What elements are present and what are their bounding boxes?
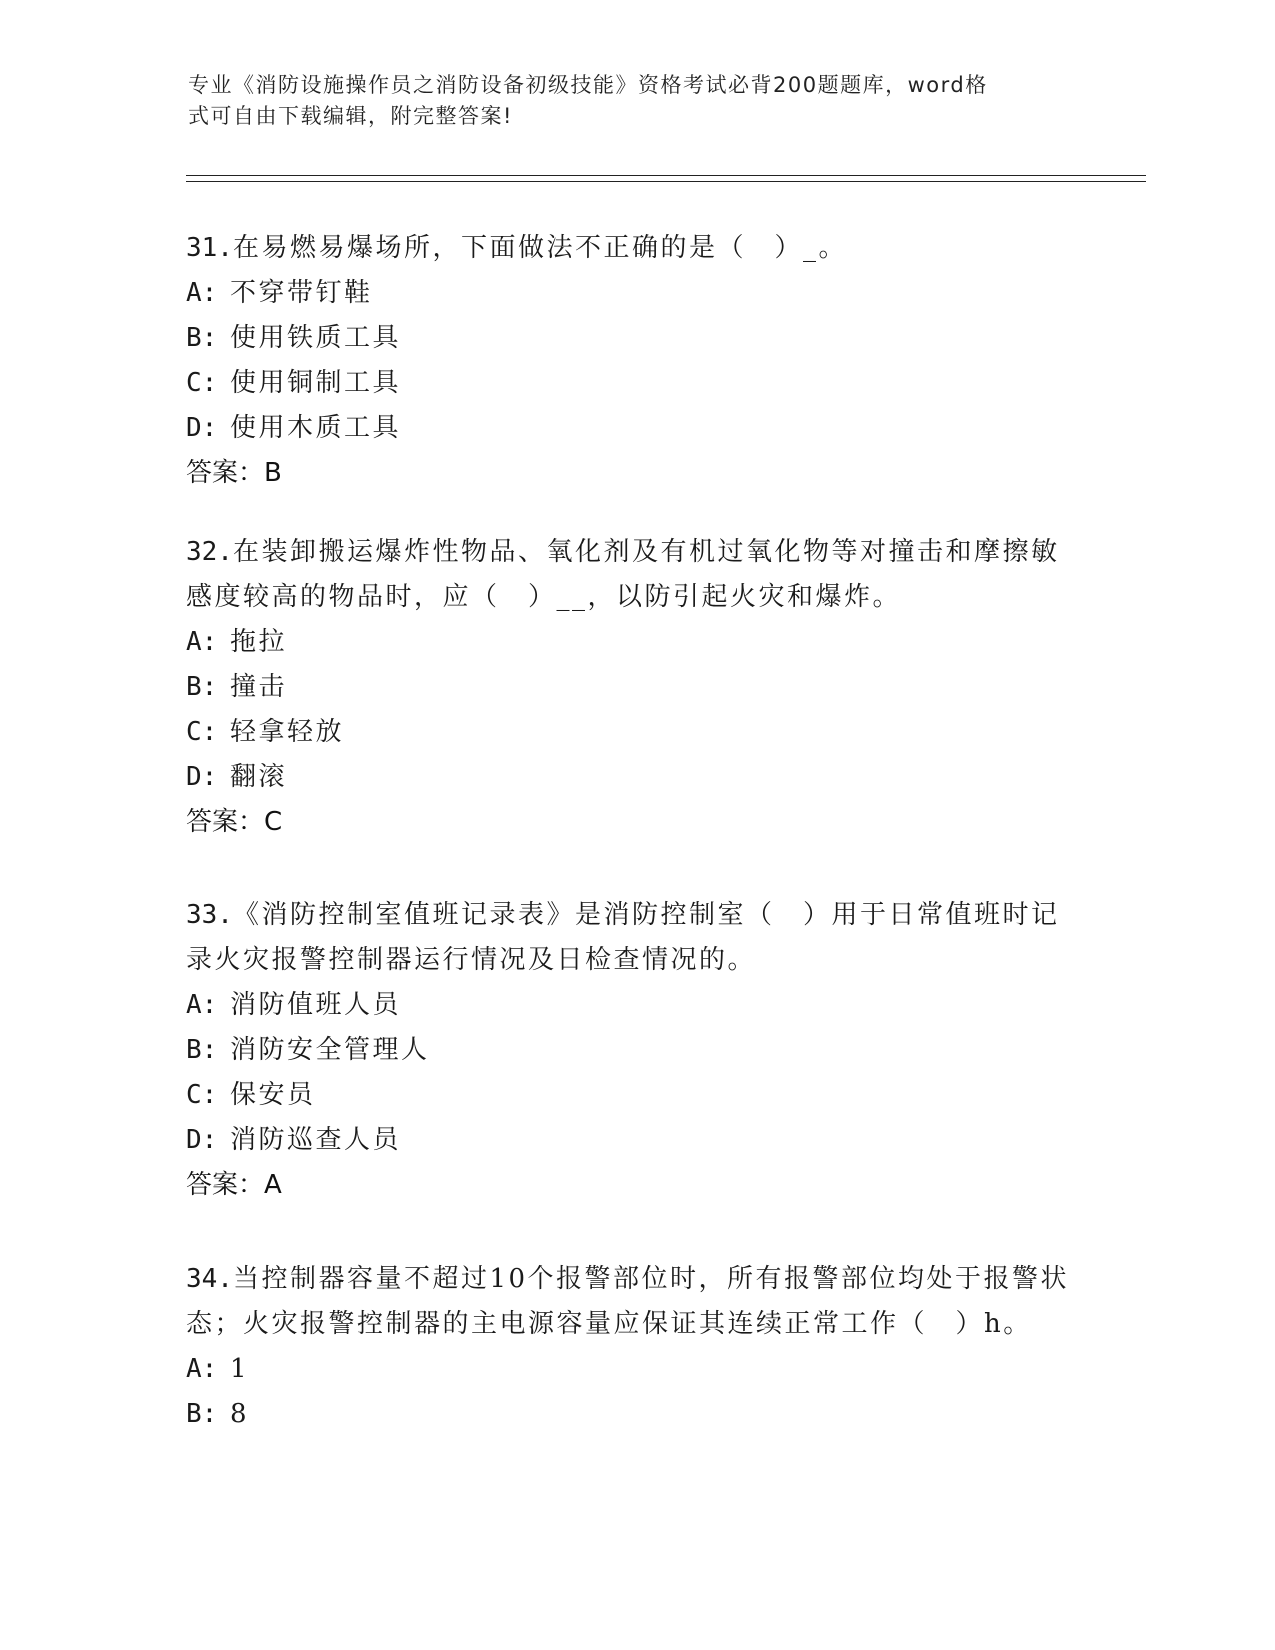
option-text: 使用铁质工具: [230, 323, 402, 353]
option-letter: B:: [186, 1399, 218, 1429]
answer-label: 答案：: [186, 807, 265, 837]
option-letter: C:: [186, 368, 218, 398]
option-c: [186, 1073, 1086, 1118]
question-31: [186, 226, 1086, 496]
question-34: [186, 1257, 1086, 1437]
option-text: 消防值班人员: [230, 990, 402, 1020]
question-text: [186, 530, 1086, 620]
question-33: [186, 893, 1086, 1208]
option-a: [186, 1347, 1086, 1392]
option-letter: A:: [186, 627, 218, 657]
header-divider-bottom: [186, 181, 1146, 182]
question-32: [186, 530, 1086, 845]
option-d: [186, 755, 1086, 800]
option-text: 消防巡查人员: [230, 1125, 402, 1155]
option-letter: A:: [186, 278, 218, 308]
option-text: 拖拉: [230, 627, 288, 657]
option-text: 撞击: [230, 672, 288, 702]
option-text: 保安员: [230, 1080, 316, 1110]
option-text: 不穿带钉鞋: [230, 278, 373, 308]
header-line-2: 式可自由下载编辑，附完整答案!: [188, 104, 513, 128]
question-text: [186, 893, 1086, 983]
answer-label: 答案：: [186, 1170, 265, 1200]
option-text: 使用铜制工具: [230, 368, 402, 398]
question-stem: 当控制器容量不超过10个报警部位时，所有报警部位均处于报警状态；火灾报警控制器的主电源容量应保证其连续正常工作（ ）h。: [186, 1264, 1070, 1339]
answer-value: B: [264, 458, 282, 488]
option-b: [186, 1028, 1086, 1073]
header-line-1: 专业《消防设施操作员之消防设备初级技能》资格考试必背200题题库，word格: [188, 73, 988, 97]
question-text: [186, 1257, 1086, 1347]
option-b: [186, 316, 1086, 361]
option-letter: B:: [186, 672, 218, 702]
option-letter: D:: [186, 413, 218, 443]
answer-value: C: [264, 807, 283, 837]
question-number: 33.: [186, 900, 233, 930]
question-number: 31.: [186, 233, 233, 263]
option-a: [186, 983, 1086, 1028]
question-text: [186, 226, 1086, 271]
option-c: [186, 710, 1086, 755]
option-c: [186, 361, 1086, 406]
option-b: [186, 665, 1086, 710]
header-divider-top: [186, 175, 1146, 176]
option-d: [186, 1118, 1086, 1163]
option-text: 轻拿轻放: [230, 717, 345, 747]
answer-value: A: [264, 1170, 282, 1200]
option-b: [186, 1392, 1086, 1437]
document-header: [188, 70, 1088, 132]
option-letter: C:: [186, 1080, 218, 1110]
answer-label: 答案：: [186, 458, 265, 488]
question-number: 34.: [186, 1264, 233, 1294]
question-stem: 《消防控制室值班记录表》是消防控制室（ ）用于日常值班时记录火灾报警控制器运行情况及日检查情况的。: [186, 900, 1060, 975]
option-letter: B:: [186, 323, 218, 353]
answer-line: [186, 451, 1086, 496]
option-text: 消防安全管理人: [230, 1035, 430, 1065]
question-stem: 在易燃易爆场所，下面做法不正确的是（ ）_。: [232, 233, 847, 263]
option-letter: A:: [186, 990, 218, 1020]
option-letter: D:: [186, 1125, 218, 1155]
option-a: [186, 620, 1086, 665]
question-number: 32.: [186, 537, 233, 567]
option-letter: B:: [186, 1035, 218, 1065]
option-letter: A:: [186, 1354, 218, 1384]
option-text: 1: [230, 1354, 250, 1384]
option-a: [186, 271, 1086, 316]
option-d: [186, 406, 1086, 451]
question-stem: 在装卸搬运爆炸性物品、氧化剂及有机过氧化物等对撞击和摩擦敏感度较高的物品时，应（ ）__，以防引起火灾和爆炸。: [186, 537, 1060, 612]
option-letter: C:: [186, 717, 218, 747]
answer-line: [186, 800, 1086, 845]
option-text: 8: [230, 1399, 250, 1429]
answer-line: [186, 1163, 1086, 1208]
option-letter: D:: [186, 762, 218, 792]
option-text: 翻滚: [230, 762, 288, 792]
option-text: 使用木质工具: [230, 413, 402, 443]
